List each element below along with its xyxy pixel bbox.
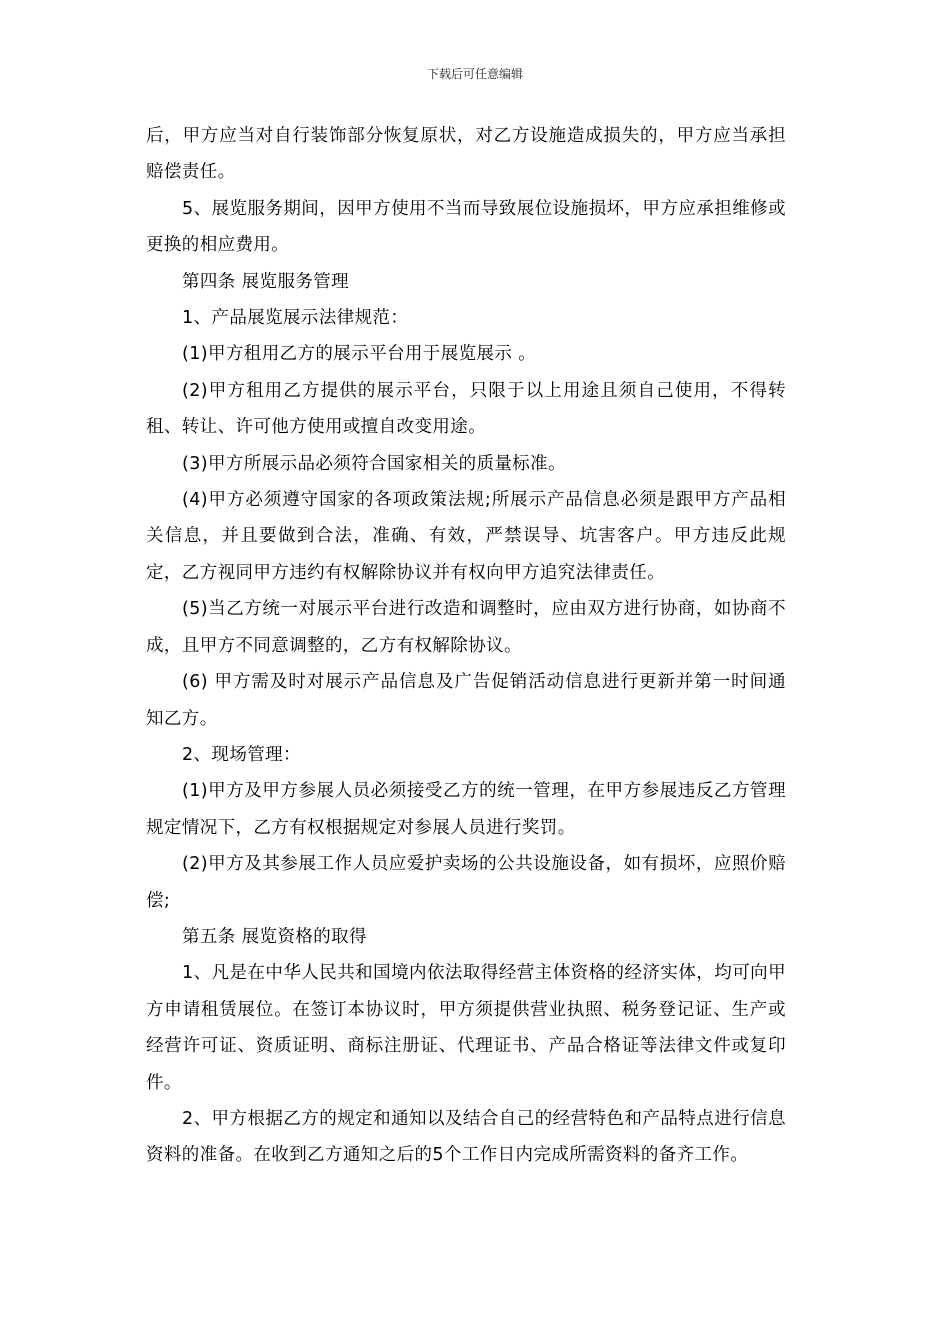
paragraph-15: 1、凡是在中华人民共和国境内依法取得经营主体资格的经济实体，均可向甲方申请租赁展位。在签订本协议时，甲方须提供营业执照、税务登记证、生产或经营许可证、资质证明、商标注册证、代理证书、产品合格证等法律文件或复印件。 <box>146 963 786 1093</box>
paragraph-9: (5)当乙方统一对展示平台进行改造和调整时，应由双方进行协商，如协商不成，且甲方不同意调整的，乙方有权解除协议。 <box>146 599 786 656</box>
paragraph-13: (2)甲方及其参展工作人员应爱护卖场的公共设施设备，如有损坏，应照价赔偿; <box>146 854 786 911</box>
paragraph-2: 5、展览服务期间，因甲方使用不当而导致展位设施损坏，甲方应承担维修或更换的相应费用。 <box>146 198 786 256</box>
paragraph-16: 2、甲方根据乙方的规定和通知以及结合自己的经营特色和产品特点进行信息资料的准备。在收到乙方通知之后的5个工作日内完成所需资料的备齐工作。 <box>146 1108 786 1166</box>
paragraph-4: 1、产品展览展示法律规范： <box>182 308 409 329</box>
paragraph-10: (6) 甲方需及时对展示产品信息及广告促销活动信息进行更新并第一时间通知乙方。 <box>146 672 786 729</box>
section-heading-article-4: 第四条 展览服务管理 <box>182 271 350 292</box>
page-header: 下载后可任意编辑 <box>426 67 523 81</box>
section-heading-article-5: 第五条 展览资格的取得 <box>182 926 367 947</box>
paragraph-6: (2)甲方租用乙方提供的展示平台，只限于以上用途且须自己使用，不得转租、转让、许可他方使用或擅自改变用途。 <box>146 380 786 438</box>
paragraph-7: (3)甲方所展示品必须符合国家相关的质量标准。 <box>182 453 566 474</box>
paragraph-11: 2、现场管理： <box>182 744 301 765</box>
paragraph-8: (4)甲方必须遵守国家的各项政策法规;所展示产品信息必须是跟甲方产品相关信息，并且要做到合法，准确、有效，严禁误导、坑害客户。甲方违反此规定，乙方视同甲方违约有权解除协议并有权向甲方追究法律责任。 <box>146 490 786 583</box>
paragraph-1: 后，甲方应当对自行装饰部分恢复原状，对乙方设施造成损失的，甲方应当承担赔偿责任。 <box>146 126 786 183</box>
paragraph-12: (1)甲方及甲方参展人员必须接受乙方的统一管理，在甲方参展违反乙方管理规定情况下，乙方有权根据规定对参展人员进行奖罚。 <box>146 781 786 838</box>
paragraph-5: (1)甲方租用乙方的展示平台用于展览展示 。 <box>182 344 537 365</box>
document-body <box>146 118 786 1174</box>
